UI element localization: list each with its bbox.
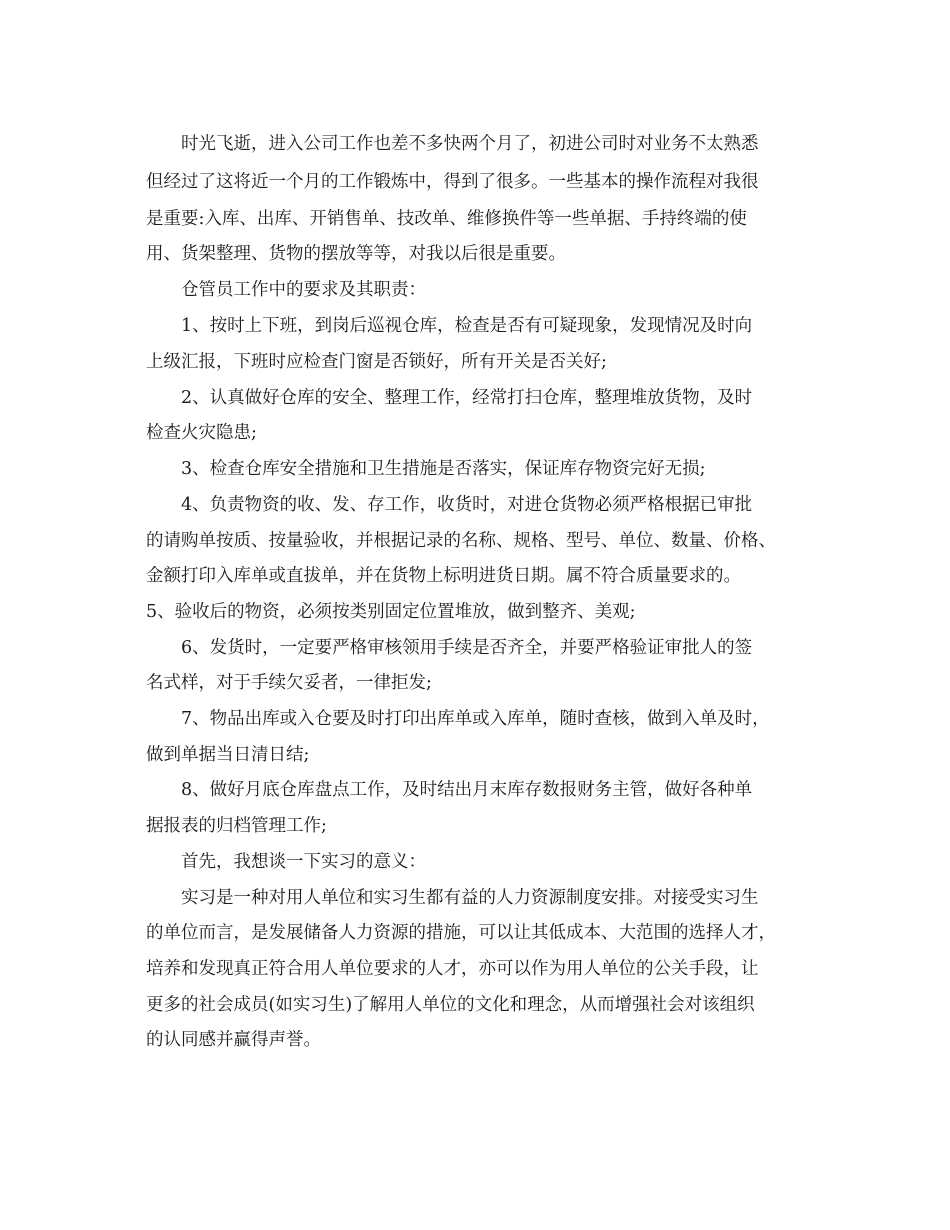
- text-line: 但经过了这将近一个月的工作锻炼中，得到了很多。一些基本的操作流程对我很: [146, 172, 759, 192]
- text-line: 3、检查仓库安全措施和卫生措施是否落实，保证库存物资完好无损;: [181, 459, 706, 479]
- text-line: 8、做好月底仓库盘点工作，及时结出月末库存数报财务主管，做好各种单: [181, 780, 753, 800]
- text-line: 的单位而言，是发展储备人力资源的措施，可以让其低成本、大范围的选择人才，: [146, 923, 776, 943]
- text-line: 的请购单按质、按量验收，并根据记录的名称、规格、型号、单位、数量、价格、: [146, 531, 776, 551]
- text-line: 据报表的归档管理工作;: [146, 816, 327, 836]
- text-line: 检查火灾隐患;: [146, 423, 257, 443]
- text-line: 1、按时上下班，到岗后巡视仓库，检查是否有可疑现象，发现情况及时向: [181, 316, 753, 336]
- text-line: 4、负责物资的收、发、存工作，收货时，对进仓货物必须严格根据已审批: [181, 495, 753, 515]
- text-line: 5、验收后的物资，必须按类别固定位置堆放，做到整齐、美观;: [146, 602, 636, 622]
- text-line: 时光飞逝，进入公司工作也差不多快两个月了，初进公司时对业务不太熟悉: [181, 134, 759, 154]
- text-line: 是重要:入库、出库、开销售单、技改单、维修换件等一些单据、手持终端的使: [146, 209, 747, 229]
- text-line: 7、物品出库或入仓要及时打印出库单或入库单，随时查核，做到入单及时，: [181, 709, 770, 729]
- text-line: 的认同感并赢得声誉。: [146, 1030, 321, 1050]
- text-line: 金额打印入库单或直拔单，并在货物上标明进货日期。属不符合质量要求的。: [146, 566, 741, 586]
- text-line: 上级汇报，下班时应检查门窗是否锁好，所有开关是否关好;: [146, 352, 607, 372]
- text-line: 培养和发现真正符合用人单位要求的人才，亦可以作为用人单位的公关手段，让: [146, 959, 759, 979]
- text-line: 更多的社会成员(如实习生)了解用人单位的文化和理念，从而增强社会对该组织: [146, 995, 755, 1015]
- text-line: 名式样，对于手续欠妥者，一律拒发;: [146, 673, 432, 693]
- text-line: 6、发货时，一定要严格审核领用手续是否齐全，并要严格验证审批人的签: [181, 638, 753, 658]
- text-line: 仓管员工作中的要求及其职责：: [181, 280, 426, 300]
- text-line: 用、货架整理、货物的摆放等等，对我以后很是重要。: [146, 244, 566, 264]
- text-line: 实习是一种对用人单位和实习生都有益的人力资源制度安排。对接受实习生: [181, 888, 759, 908]
- text-line: 2、认真做好仓库的安全、整理工作，经常打扫仓库，整理堆放货物，及时: [181, 388, 753, 408]
- text-line: 做到单据当日清日结;: [146, 745, 310, 765]
- text-line: 首先，我想谈一下实习的意义：: [181, 852, 426, 872]
